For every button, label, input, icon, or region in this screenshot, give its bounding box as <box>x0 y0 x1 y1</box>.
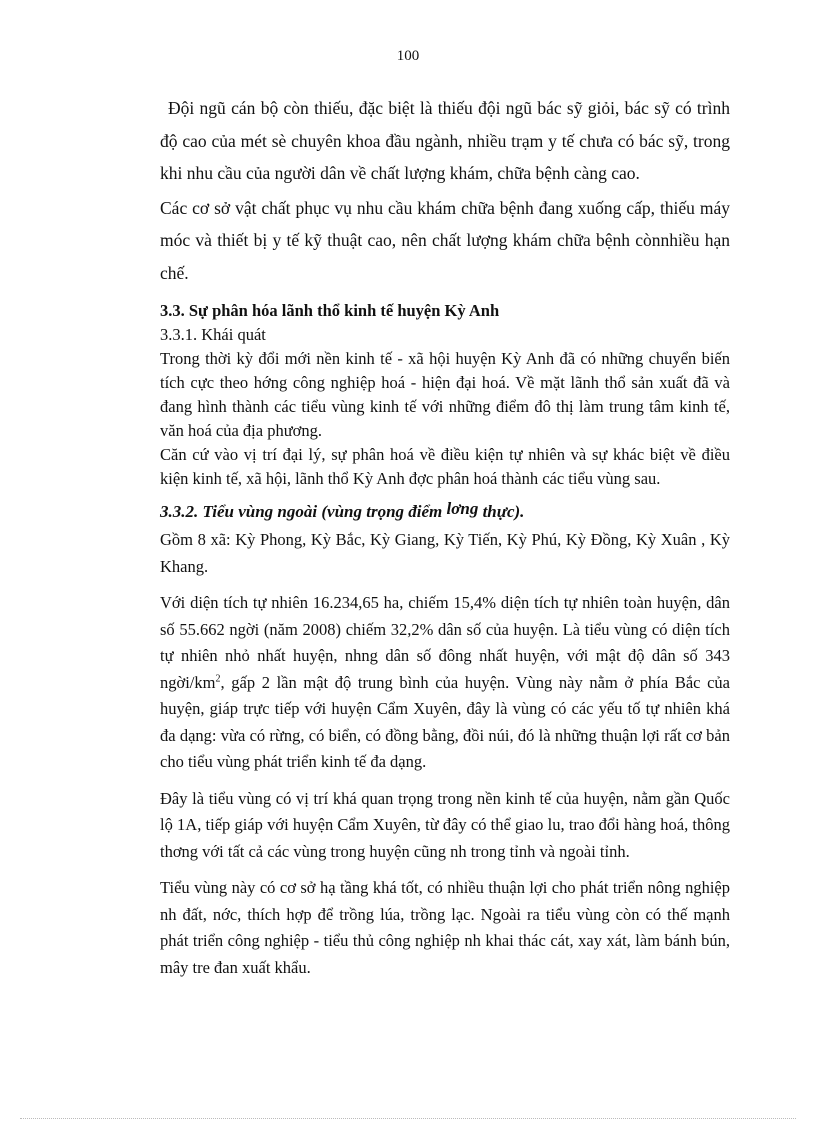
page-number: 100 <box>396 48 420 64</box>
document-body <box>160 92 730 981</box>
paragraph-communes: Gồm 8 xã: Kỳ Phong, Kỳ Bắc, Kỳ Giang, Kỳ Tiến, Kỳ Phú, Kỳ Đồng, Kỳ Xuân , Kỳ Khang. <box>160 530 730 576</box>
subsection-heading-3-3-1: 3.3.1. Khái quát <box>160 325 266 344</box>
area-text-b: , gấp 2 lần mật độ trung bình của huyện. Vùng này nằm ở phía Bắc của huyện, giáp trực tiếp với huyện Cẩm Xuyên, đây là vùng có các yếu tố tự nhiên khá đa dạng: vừa có rừng, có biển, có đồng bằng, đồi núi, đó là những thuận lợi rất cơ bản cho tiểu vùng phát triển kinh tế đa dạng. <box>160 672 730 771</box>
paragraph-position: Đây là tiểu vùng có vị trí khá quan trọng trong nền kinh tế của huyện, nằm gần Quốc lộ 1A, tiếp giáp với huyện Cẩm Xuyên, từ đây có thể giao lu, trao đổi hàng hoá, thông thơng với tất cả các vùng trong huyện cũng nh trong tỉnh và ngoài tỉnh. <box>160 788 730 861</box>
area-text-a: Với diện tích tự nhiên 16.234,65 ha, chiếm 15,4% diện tích tự nhiên toàn huyện, dân số 55.662 ngời (năm 2008) chiếm 32,2% dân số của huyện. Là tiểu vùng có diện tích tự nhiên nhỏ nhất huyện, nhng dân số đông nhất huyện, với mật độ dân số 343 ngời/km <box>160 593 730 692</box>
heading-part-3: thực). <box>482 502 525 521</box>
heading-part-1: 3.3.2. Tiểu vùng ngoài (vùng trọng điểm <box>160 502 443 521</box>
paragraph-division-basis: Căn cứ vào vị trí đại lý, sự phân hoá về điều kiện tự nhiên và sự khác biệt về điều kiện kinh tế, xã hội, lãnh thổ Kỳ Anh đợc phân hoá thành các tiểu vùng sau. <box>160 445 730 488</box>
paragraph-staff-shortage: Đội ngũ cán bộ còn thiếu, đặc biệt là thiếu đội ngũ bác sỹ giỏi, bác sỹ có trình độ cao của mét sè chuyên khoa đầu ngành, nhiều trạm y tế chưa có bác sỹ, trong khi nhu cầu của người dân về chất lượng khám, chữa bệnh càng cao. <box>160 98 730 183</box>
paragraph-area-population <box>160 590 730 776</box>
superscript-2: 2 <box>215 673 221 684</box>
heading-part-2: lơng <box>446 499 479 518</box>
paragraph-infrastructure: Tiểu vùng này có cơ sở hạ tầng khá tốt, có nhiều thuận lợi cho phát triển nông nghiệp nh đất, nớc, thích hợp để trồng lúa, trồng lạc. Ngoài ra tiểu vùng còn có thế mạnh phát triển công nghiệp - tiểu thủ công nghiệp nh khai thác cát, xay xát, làm bánh bún, mây tre đan xuất khẩu. <box>160 878 730 977</box>
paragraph-overview: Trong thời kỳ đổi mới nền kinh tế - xã hội huyện Kỳ Anh đã có những chuyển biến tích cực theo hớng công nghiệp hoá - hiện đại hoá. Về mặt lãnh thổ sản xuất đã và đang hình thành các tiểu vùng kinh tế với những điểm đô thị làm trung tâm kinh tế, văn hoá của địa phương. <box>160 349 730 440</box>
section-heading-3-3: 3.3. Sự phân hóa lãnh thổ kinh tế huyện Kỳ Anh <box>160 301 500 320</box>
subsection-heading-3-3-2 <box>160 499 730 525</box>
footer-divider <box>20 1118 796 1119</box>
paragraph-facilities: Các cơ sở vật chất phục vụ nhu cầu khám chữa bệnh đang xuống cấp, thiếu máy móc và thiết bị y tế kỹ thuật cao, nên chất lượng khám chữa bệnh cònnhiều hạn chế. <box>160 197 730 283</box>
